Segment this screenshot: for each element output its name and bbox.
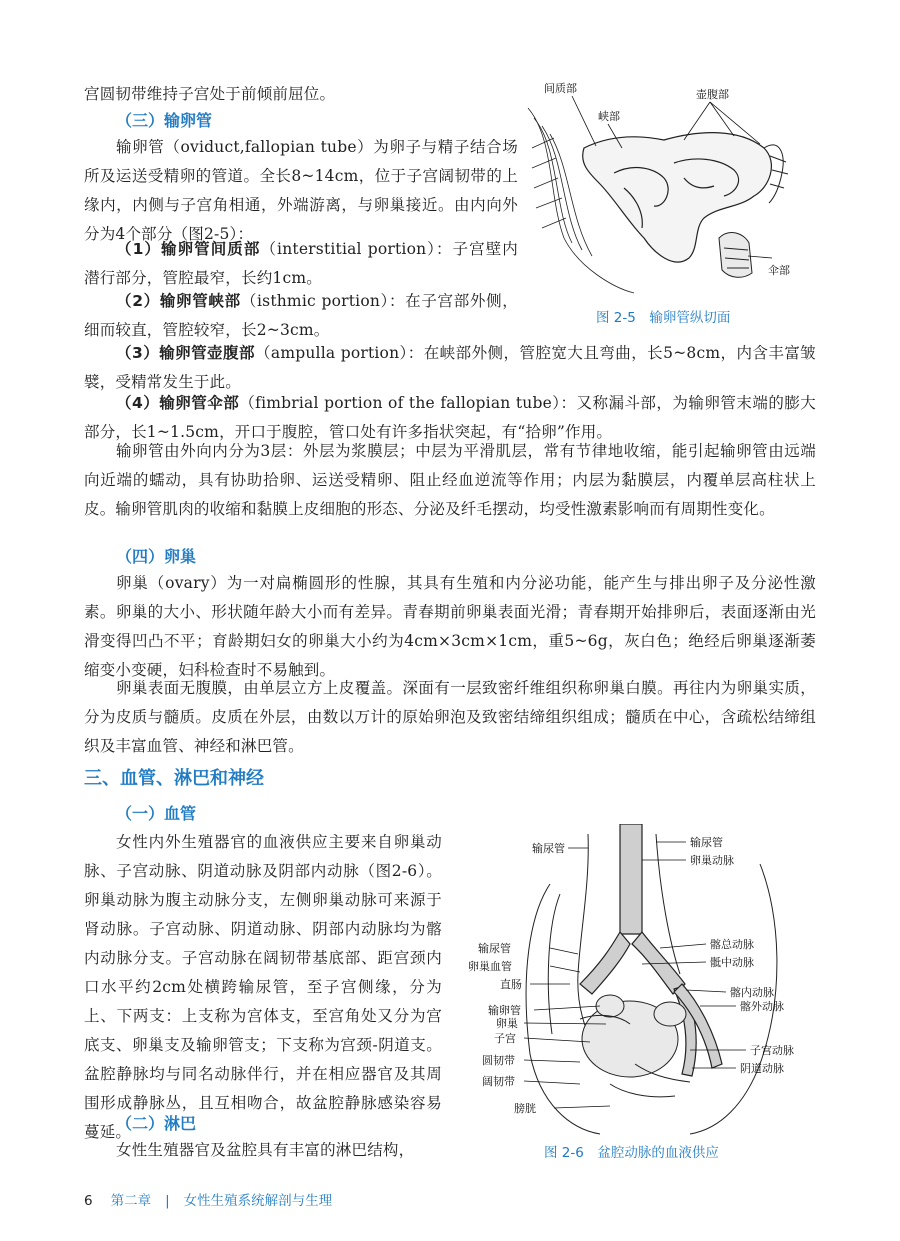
label-vaginal-artery: 阴道动脉: [740, 1062, 784, 1075]
label-ureter-left-top: 输尿管: [532, 842, 565, 855]
page-footer: [84, 1189, 332, 1209]
oviduct-paragraph-1: 输卵管（oviduct,fallopian tube）为卵子与精子结合场所及运送受精卵的管道。全长8~14cm，位于子宫阔韧带的上缘内，内侧与子宫角相通，外端游离，与卵巢接近。由内向外分为4个部分（图2-5）：: [84, 138, 518, 243]
item-2-term: （2）输卵管峡部: [116, 292, 241, 310]
uterus-cluster-illustration: [580, 995, 690, 1097]
intro-line: 宫圆韧带维持子宫处于前倾前屈位。: [84, 85, 336, 103]
item-3-text: （ampulla portion）：在峡部外侧，管腔宽大且弯曲，长5~8cm，内含丰富皱襞，受精常发生于此。: [84, 344, 816, 391]
label-ureter-right: 输尿管: [690, 836, 723, 849]
label-oviduct: 输卵管: [488, 1004, 521, 1017]
label-rectum: 直肠: [500, 978, 522, 991]
oviduct-item-1: [84, 235, 518, 293]
label-ampulla: 壶腹部: [696, 88, 729, 101]
chapter-label: 第二章: [110, 1193, 152, 1209]
label-bladder: 膀胱: [514, 1102, 536, 1115]
label-uterine-artery: 子宫动脉: [750, 1044, 794, 1057]
label-ureter-left: 输尿管: [478, 942, 511, 955]
item-4-text: （fimbrial portion of the fallopian tube）：又称漏斗部，为输卵管末端的膨大部分，长1~1.5cm，开口于腹腔，管口处有许多指状突起，有“拾卵”作用。: [84, 394, 816, 441]
item-1-text: （interstitial portion）：子宫壁内潜行部分，管腔最窄，长约1cm。: [84, 240, 518, 287]
figure-2-6-caption: 图 2-6 盆腔动脉的血液供应: [544, 1145, 719, 1161]
figure-2-5-oviduct-section: [524, 78, 794, 303]
label-fimbria: 伞部: [768, 264, 790, 277]
label-ovary: 卵巢: [496, 1017, 518, 1030]
label-median-sacral-artery: 骶中动脉: [710, 956, 754, 969]
item-2-text: （isthmic portion）：在子宫部外侧，细而较直，管腔较窄，长2~3cm。: [84, 292, 518, 339]
pelvis-outline: [526, 864, 777, 1134]
main-section-heading: 三、血管、淋巴和神经: [84, 768, 264, 789]
item-4-term: （4）输卵管伞部: [116, 394, 240, 412]
chapter-title: 女性生殖系统解剖与生理: [183, 1193, 333, 1209]
lymph-heading: （二）淋巴: [116, 1114, 197, 1133]
oviduct-heading: （三）输卵管: [116, 111, 213, 130]
figure-2-5-caption: 图 2-5 输卵管纵切面: [596, 310, 731, 326]
page-number: 6: [84, 1193, 93, 1209]
vessel-heading: （一）血管: [116, 804, 197, 823]
vessel-paragraph: 女性内外生殖器官的血液供应主要来自卵巢动脉、子宫动脉、阴道动脉及阴部内动脉（图2-6）。卵巢动脉为腹主动脉分支，左侧卵巢动脉可来源于肾动脉。子宫动脉、阴道动脉、阴部内动脉均为髂内动脉分支。子宫动脉在阔韧带基底部、距宫颈内口水平约2cm处横跨输尿管，至子宫侧缘，分为上、下两支：上支称为宫体支，至宫角处又分为宫底支、卵巢支及输卵管支；下支称为宫颈-阴道支。盆腔静脉均与同名动脉伴行，并在相应器官及其周围形成静脉丛，且互相吻合，故盆腔静脉感染容易蔓延。: [84, 833, 442, 1141]
label-round-ligament: 圆韧带: [482, 1054, 515, 1067]
ovary-paragraph-2: 卵巢表面无腹膜，由单层立方上皮覆盖。深面有一层致密纤维组织称卵巢白膜。再往内为卵巢实质，分为皮质与髓质。皮质在外层，由数以万计的原始卵泡及致密结缔组织组成；髓质在中心，含疏松结缔组织及丰富血管、神经和淋巴管。: [84, 679, 816, 755]
oviduct-paragraph-2: 输卵管由外向内分为3层：外层为浆膜层；中层为平滑肌层，常有节律地收缩，能引起输卵管由远端向近端的蠕动，具有协助拾卵、运送受精卵、阻止经血逆流等作用；内层为黏膜层，内覆单层高柱状上皮。输卵管肌肉的收缩和黏膜上皮细胞的形态、分泌及纤毛摆动，均受性激素影响而有周期性变化。: [84, 442, 816, 518]
label-ovarian-artery: 卵巢动脉: [690, 854, 734, 867]
footer-separator: |: [165, 1193, 170, 1209]
label-isthmic: 峡部: [598, 110, 620, 123]
ovary-paragraph-1: 卵巢（ovary）为一对扁椭圆形的性腺，其具有生殖和内分泌功能，能产生与排出卵子及分泌性激素。卵巢的大小、形状随年龄大小而有差异。青春期前卵巢表面光滑；青春期开始排卵后，表面逐渐由光滑变得凹凸不平；育龄期妇女的卵巢大小约为4cm×3cm×1cm，重5~6g，灰白色；绝经后卵巢逐渐萎缩变小变硬，妇科检查时不易触到。: [84, 574, 816, 679]
label-internal-iliac-artery: 髂内动脉: [730, 986, 774, 999]
item-1-term: （1）输卵管间质部: [116, 240, 261, 258]
lymph-paragraph: 女性生殖器官及盆腔具有丰富的淋巴结构，: [116, 1141, 415, 1159]
item-3-term: （3）输卵管壶腹部: [116, 344, 255, 362]
label-broad-ligament: 阔韧带: [482, 1075, 515, 1088]
label-ovarian-vessels: 卵巢血管: [468, 960, 512, 973]
label-external-iliac-artery: 髂外动脉: [740, 1000, 784, 1013]
figure-2-6-pelvic-arteries: [460, 824, 810, 1136]
label-common-iliac-artery: 髂总动脉: [710, 938, 754, 951]
ovary-heading: （四）卵巢: [116, 547, 197, 566]
label-interstitial: 间质部: [544, 82, 577, 95]
label-uterus: 子宫: [494, 1032, 516, 1045]
oviduct-item-2: [84, 287, 518, 345]
